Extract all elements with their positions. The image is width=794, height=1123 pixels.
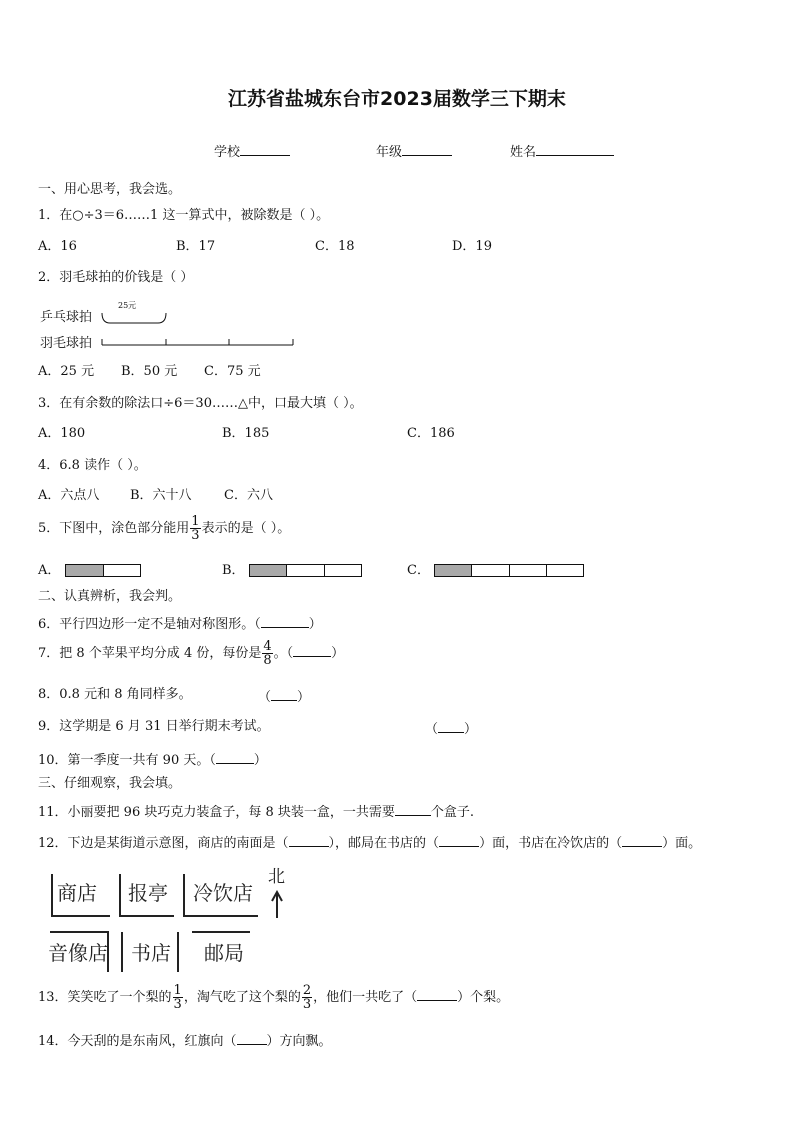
q4-option-c[interactable]: C．六八 bbox=[224, 488, 273, 503]
question-2: 2．羽毛球拍的价钱是（ ） bbox=[38, 270, 194, 285]
q1-option-b[interactable]: B．17 bbox=[176, 239, 216, 254]
grade-field: 年级 bbox=[376, 143, 452, 159]
question-8: 8．0.8 元和 8 角同样多。 bbox=[38, 687, 192, 702]
map-label-post-office: 邮局 bbox=[204, 941, 244, 965]
q5-bar-a bbox=[65, 564, 141, 577]
north-arrow-icon bbox=[270, 890, 284, 920]
q1-option-c[interactable]: C．18 bbox=[315, 239, 355, 254]
q2-option-b[interactable]: B．50 元 bbox=[121, 364, 178, 379]
q9-answer: （ ） bbox=[425, 722, 478, 737]
map-label-kiosk: 报亭 bbox=[128, 881, 168, 905]
q12-blank-1[interactable] bbox=[289, 834, 329, 847]
q3-option-b[interactable]: B．185 bbox=[222, 426, 270, 441]
question-3: 3．在有余数的除法口÷6＝30……△中，口最大填（ ）。 bbox=[38, 396, 363, 411]
q13-answer-blank[interactable] bbox=[417, 988, 457, 1001]
map-label-audio-store: 音像店 bbox=[48, 941, 108, 965]
q5-option-a[interactable]: A． bbox=[38, 563, 61, 578]
section-3-heading: 三、仔细观察，我会填。 bbox=[38, 776, 182, 791]
line-segment-diagram bbox=[96, 311, 301, 351]
q12-blank-3[interactable] bbox=[622, 834, 662, 847]
q5-option-c[interactable]: C． bbox=[407, 563, 430, 578]
price-label: 25元 bbox=[118, 301, 137, 310]
map-label-cold-drink: 冷饮店 bbox=[193, 881, 253, 905]
name-field: 姓名 bbox=[510, 143, 614, 159]
section-1-heading: 一、用心思考，我会选。 bbox=[38, 182, 182, 197]
name-blank[interactable] bbox=[536, 143, 614, 156]
question-14: 14．今天刮的是东南风，红旗向（ ）方向飘。 bbox=[38, 1034, 332, 1049]
question-13: 13．笑笑吃了一个梨的 $\frac{1}{3}$ ，淘气吃了这个梨的 $\frac{2}{3}$ ，他们一共吃了（ ）个梨。 bbox=[38, 983, 510, 1012]
question-11: 11．小丽要把 96 块巧克力装盒子，每 8 块装一盒，一共需要 个盒子. bbox=[38, 805, 475, 820]
q3-option-a[interactable]: A．180 bbox=[38, 426, 86, 441]
q5-option-b[interactable]: B． bbox=[222, 563, 245, 578]
q5-bar-b bbox=[249, 564, 362, 577]
school-field: 学校 bbox=[214, 143, 290, 159]
grade-blank[interactable] bbox=[402, 143, 452, 156]
fraction-one-third: $\frac{1}{3}$ bbox=[173, 983, 182, 1012]
q2-option-c[interactable]: C．75 元 bbox=[204, 364, 261, 379]
question-5: 5．下图中，涂色部分能用 $\frac{1}{3}$ 表示的是（ ）。 bbox=[38, 514, 291, 543]
question-4: 4．6.8 读作（ ）。 bbox=[38, 458, 147, 473]
question-9: 9．这学期是 6 月 31 日举行期末考试。 bbox=[38, 719, 270, 734]
question-12: 12．下边是某街道示意图，商店的南面是（ ），邮局在书店的（ ）面，书店在冷饮店的（ ）面。 bbox=[38, 836, 702, 851]
q12-blank-2[interactable] bbox=[439, 834, 479, 847]
q3-option-c[interactable]: C．186 bbox=[407, 426, 455, 441]
q4-option-a[interactable]: A．六点八 bbox=[38, 488, 100, 503]
map-label-north: 北 bbox=[268, 867, 285, 887]
fraction-two-thirds: $\frac{2}{3}$ bbox=[302, 983, 312, 1012]
q14-answer-blank[interactable] bbox=[237, 1032, 267, 1045]
q11-answer-blank[interactable] bbox=[395, 803, 431, 816]
q7-answer-blank[interactable] bbox=[293, 644, 331, 657]
map-label-bookstore: 书店 bbox=[131, 941, 171, 965]
q5-bar-c bbox=[434, 564, 584, 577]
page-title: 江苏省盐城东台市2023届数学三下期末 bbox=[228, 88, 566, 110]
question-7: 7．把 8 个苹果平均分成 4 份，每份是 $\frac{4}{8}$ 。（ ） bbox=[38, 639, 345, 668]
q1-option-d[interactable]: D．19 bbox=[452, 239, 492, 254]
fraction-one-third: $\frac{1}{3}$ bbox=[191, 514, 200, 543]
map-label-shop: 商店 bbox=[57, 881, 97, 905]
school-blank[interactable] bbox=[240, 143, 290, 156]
q4-option-b[interactable]: B．六十八 bbox=[130, 488, 192, 503]
q10-answer-blank[interactable] bbox=[216, 751, 254, 764]
question-6: 6．平行四边形一定不是轴对称图形。（ ） bbox=[38, 617, 322, 632]
fraction-four-eighths: $\frac{4}{8}$ bbox=[263, 639, 272, 668]
q2-option-a[interactable]: A．25 元 bbox=[38, 364, 95, 379]
badminton-label: 羽毛球拍 bbox=[40, 336, 93, 351]
question-10: 10．第一季度一共有 90 天。（ ） bbox=[38, 753, 267, 768]
section-2-heading: 二、认真辨析，我会判。 bbox=[38, 589, 182, 604]
q8-answer-blank[interactable] bbox=[271, 688, 297, 701]
pingpong-label: 乒乓球拍 bbox=[40, 310, 93, 325]
q8-answer: （ ） bbox=[258, 690, 311, 705]
q1-option-a[interactable]: A．16 bbox=[38, 239, 77, 254]
q6-answer-blank[interactable] bbox=[261, 615, 309, 628]
q9-answer-blank[interactable] bbox=[438, 720, 464, 733]
question-1: 1．在○÷3＝6……1 这一算式中，被除数是（ ）。 bbox=[38, 208, 330, 223]
